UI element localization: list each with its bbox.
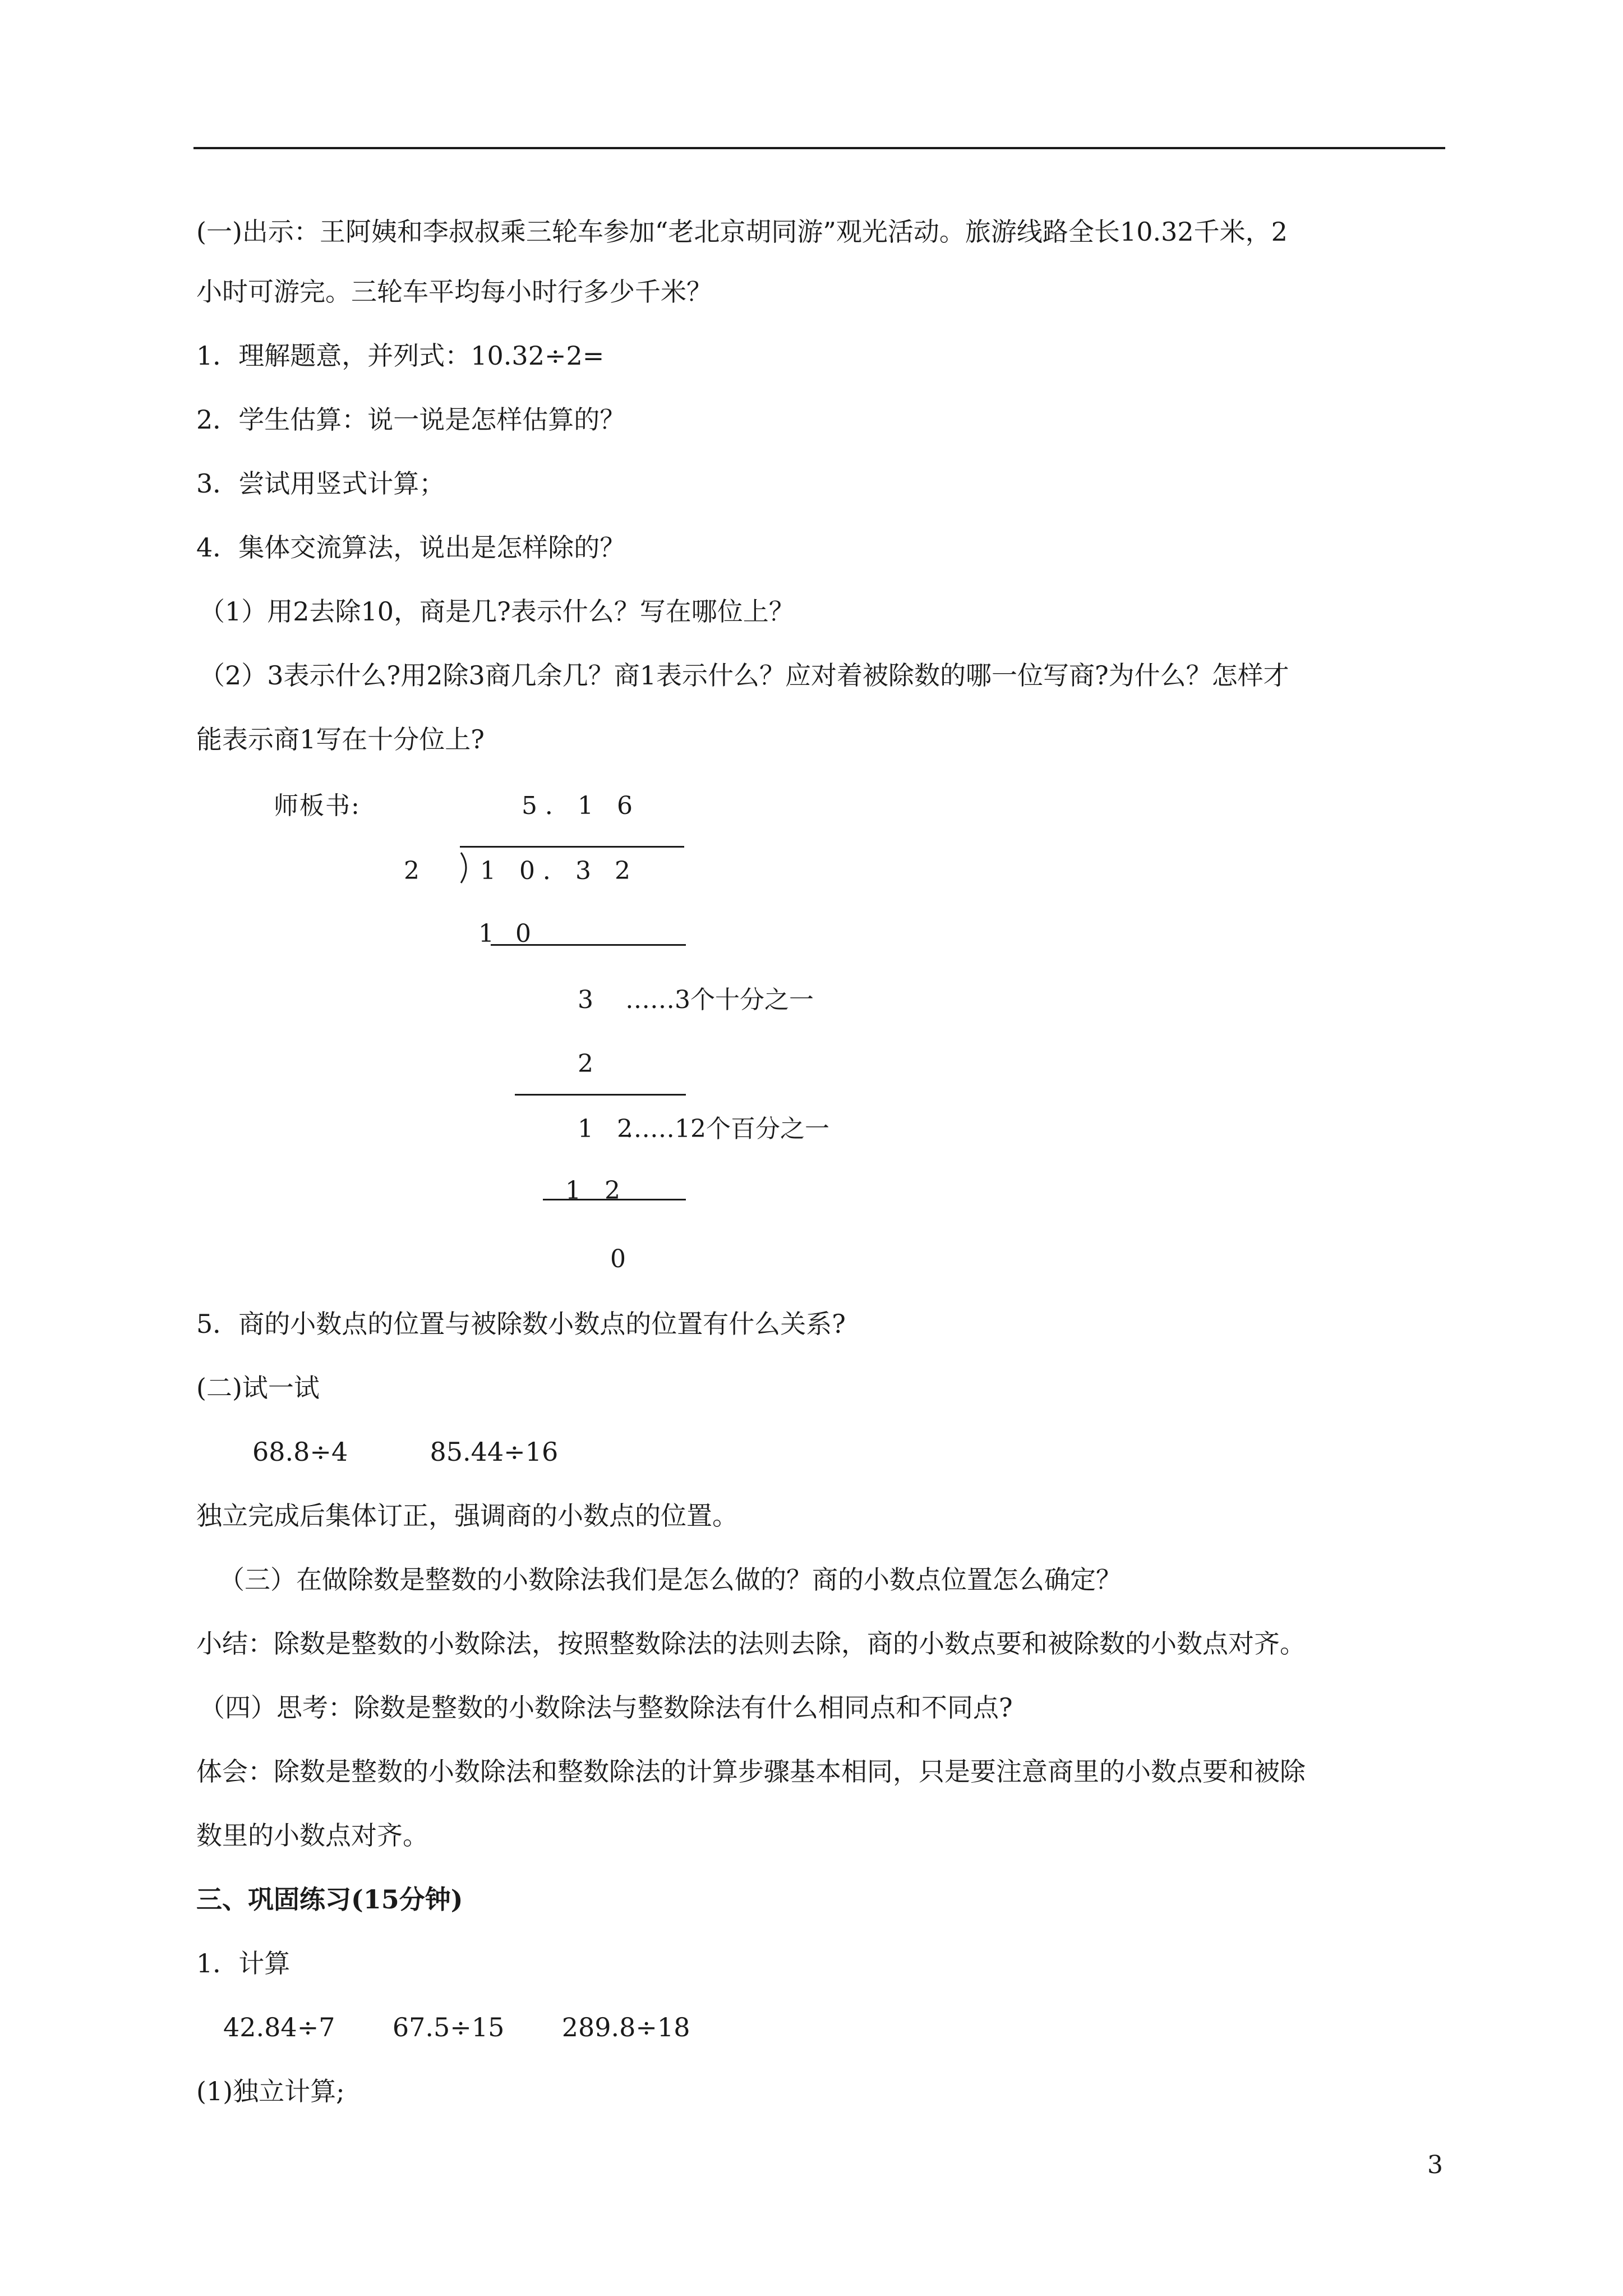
- step3-bar: [515, 1094, 686, 1096]
- step-5: 5．商的小数点的位置与被除数小数点的位置有什么关系?: [196, 1309, 846, 1339]
- step4-note: ……12个百分之一: [625, 1115, 829, 1143]
- divisor: 2: [404, 857, 423, 885]
- section-try: (二)试一试: [196, 1373, 320, 1403]
- division-bar: [460, 846, 684, 848]
- summary: 小结：除数是整数的小数除法，按照整数除法的法则去除，商的小数点要和被除数的小数点对齐。: [196, 1628, 1306, 1659]
- section-three: （三）在做除数是整数的小数除法我们是怎么做的？商的小数点位置怎么确定？: [219, 1565, 1122, 1595]
- step1-product: 1 0: [478, 919, 538, 948]
- step2-remainder: 3: [578, 986, 597, 1014]
- dividend: 1 0．3 2: [480, 857, 638, 885]
- step-1: 1．理解题意，并列式：10.32÷2=: [196, 341, 605, 371]
- step3-product: 2: [578, 1050, 597, 1078]
- sub-question-1: （1）用2去除10，商是几?表示什么？写在哪位上？: [199, 596, 795, 627]
- paragraph-line: (一)出示：王阿姨和李叔叔乘三轮车参加“老北京胡同游”观光活动。旅游线路全长10.32千米，2: [196, 217, 1288, 247]
- exercise-items: 42.84÷7 67.5÷15 289.8÷18: [223, 2012, 690, 2042]
- sub-question-2: （2）3表示什么?用2除3商几余几？商1表示什么？应对着被除数的哪一位写商?为什么？怎样才: [199, 660, 1289, 691]
- board-label: 师板书:: [274, 792, 361, 820]
- section-four: （四）思考：除数是整数的小数除法与整数除法有什么相同点和不同点?: [199, 1692, 1013, 1723]
- step4-remainder: 1 2: [578, 1115, 640, 1143]
- page-number: 3: [1427, 2151, 1443, 2179]
- try-exercises: 68.8÷4 85.44÷16: [252, 1437, 559, 1467]
- step5-product: 1 2: [565, 1176, 628, 1205]
- sub-question-2-cont: 能表示商1写在十分位上?: [196, 724, 485, 754]
- step2-note: ……3个十分之一: [625, 986, 814, 1014]
- step-4: 4．集体交流算法，说出是怎样除的？: [196, 532, 626, 563]
- section-heading: 三、巩固练习(15分钟): [196, 1884, 463, 1915]
- reflection: 体会：除数是整数的小数除法和整数除法的计算步骤基本相同，只是要注意商里的小数点要和被除: [196, 1756, 1306, 1787]
- final-remainder: 0: [610, 1245, 629, 1273]
- step5-bar: [543, 1199, 686, 1200]
- step1-bar: [491, 944, 686, 946]
- header-rule: [193, 147, 1445, 149]
- reflection-cont: 数里的小数点对齐。: [196, 1820, 428, 1851]
- quotient: 5．1 6: [522, 792, 640, 820]
- division-bracket-icon: [459, 852, 473, 884]
- exercise-instruction: (1)独立计算;: [196, 2076, 345, 2106]
- step-2: 2．学生估算：说一说是怎样估算的？: [196, 404, 626, 435]
- step-3: 3．尝试用竖式计算；: [196, 468, 445, 499]
- paragraph-line: 独立完成后集体订正，强调商的小数点的位置。: [196, 1501, 738, 1531]
- paragraph-line: 小时可游完。三轮车平均每小时行多少千米？: [196, 277, 712, 307]
- exercise-1: 1．计算: [196, 1948, 291, 1978]
